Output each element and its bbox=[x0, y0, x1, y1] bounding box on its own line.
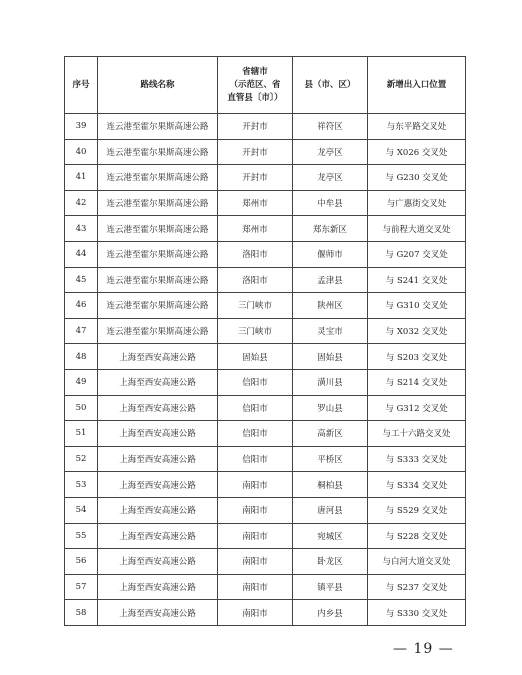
cell-city: 郑州市 bbox=[218, 216, 293, 242]
cell-position: 与 X032 交叉处 bbox=[368, 318, 466, 344]
cell-city: 南阳市 bbox=[218, 549, 293, 575]
cell-route: 连云港至霍尔果斯高速公路 bbox=[98, 318, 218, 344]
cell-city: 固始县 bbox=[218, 344, 293, 370]
cell-route: 连云港至霍尔果斯高速公路 bbox=[98, 241, 218, 267]
cell-route: 连云港至霍尔果斯高速公路 bbox=[98, 267, 218, 293]
cell-seq: 57 bbox=[65, 574, 98, 600]
cell-seq: 54 bbox=[65, 497, 98, 523]
page-number: — 19 — bbox=[393, 641, 454, 657]
table-row bbox=[65, 293, 466, 319]
header-county: 县（市、区） bbox=[293, 57, 368, 114]
cell-seq: 49 bbox=[65, 369, 98, 395]
cell-seq: 53 bbox=[65, 472, 98, 498]
cell-city: 南阳市 bbox=[218, 574, 293, 600]
cell-county: 高新区 bbox=[293, 421, 368, 447]
cell-city: 开封市 bbox=[218, 139, 293, 165]
cell-position: 与 G310 交叉处 bbox=[368, 293, 466, 319]
header-route: 路线名称 bbox=[98, 57, 218, 114]
cell-route: 上海至西安高速公路 bbox=[98, 472, 218, 498]
cell-route: 上海至西安高速公路 bbox=[98, 497, 218, 523]
cell-city: 三门峡市 bbox=[218, 293, 293, 319]
cell-city: 南阳市 bbox=[218, 600, 293, 626]
table-row bbox=[65, 446, 466, 472]
cell-county: 卧龙区 bbox=[293, 549, 368, 575]
cell-position: 与 G207 交叉处 bbox=[368, 241, 466, 267]
cell-seq: 51 bbox=[65, 421, 98, 447]
cell-county: 平桥区 bbox=[293, 446, 368, 472]
cell-position: 与 S529 交叉处 bbox=[368, 497, 466, 523]
table-row bbox=[65, 267, 466, 293]
cell-city: 信阳市 bbox=[218, 421, 293, 447]
cell-route: 上海至西安高速公路 bbox=[98, 421, 218, 447]
header-seq: 序号 bbox=[65, 57, 98, 114]
cell-county: 孟津县 bbox=[293, 267, 368, 293]
cell-route: 连云港至霍尔果斯高速公路 bbox=[98, 293, 218, 319]
cell-route: 连云港至霍尔果斯高速公路 bbox=[98, 114, 218, 140]
cell-route: 上海至西安高速公路 bbox=[98, 369, 218, 395]
cell-county: 灵宝市 bbox=[293, 318, 368, 344]
cell-seq: 50 bbox=[65, 395, 98, 421]
cell-seq: 39 bbox=[65, 114, 98, 140]
cell-position: 与 S241 交叉处 bbox=[368, 267, 466, 293]
cell-city: 信阳市 bbox=[218, 369, 293, 395]
cell-seq: 48 bbox=[65, 344, 98, 370]
cell-route: 连云港至霍尔果斯高速公路 bbox=[98, 165, 218, 191]
header-city: 省辖市 （示范区、省 直管县〔市〕） bbox=[218, 57, 293, 114]
cell-seq: 45 bbox=[65, 267, 98, 293]
table-row bbox=[65, 241, 466, 267]
cell-route: 连云港至霍尔果斯高速公路 bbox=[98, 216, 218, 242]
cell-city: 开封市 bbox=[218, 165, 293, 191]
cell-route: 上海至西安高速公路 bbox=[98, 574, 218, 600]
cell-county: 中牟县 bbox=[293, 190, 368, 216]
table-row bbox=[65, 472, 466, 498]
cell-position: 与 S334 交叉处 bbox=[368, 472, 466, 498]
cell-city: 洛阳市 bbox=[218, 267, 293, 293]
cell-county: 偃师市 bbox=[293, 241, 368, 267]
cell-position: 与 S203 交叉处 bbox=[368, 344, 466, 370]
cell-city: 信阳市 bbox=[218, 395, 293, 421]
cell-seq: 40 bbox=[65, 139, 98, 165]
cell-position: 与 S228 交叉处 bbox=[368, 523, 466, 549]
cell-seq: 42 bbox=[65, 190, 98, 216]
cell-county: 龙亭区 bbox=[293, 165, 368, 191]
cell-county: 郑东新区 bbox=[293, 216, 368, 242]
cell-position: 与工十六路交叉处 bbox=[368, 421, 466, 447]
table-body bbox=[65, 114, 466, 626]
header-position: 新增出入口位置 bbox=[368, 57, 466, 114]
table-row bbox=[65, 139, 466, 165]
cell-county: 宛城区 bbox=[293, 523, 368, 549]
table-row bbox=[65, 549, 466, 575]
cell-position: 与东平路交叉处 bbox=[368, 114, 466, 140]
cell-route: 上海至西安高速公路 bbox=[98, 523, 218, 549]
cell-city: 洛阳市 bbox=[218, 241, 293, 267]
cell-route: 上海至西安高速公路 bbox=[98, 600, 218, 626]
cell-city: 南阳市 bbox=[218, 497, 293, 523]
table-row bbox=[65, 216, 466, 242]
cell-position: 与 S330 交叉处 bbox=[368, 600, 466, 626]
cell-route: 连云港至霍尔果斯高速公路 bbox=[98, 190, 218, 216]
cell-county: 祥符区 bbox=[293, 114, 368, 140]
cell-position: 与前程大道交叉处 bbox=[368, 216, 466, 242]
cell-seq: 46 bbox=[65, 293, 98, 319]
cell-county: 桐柏县 bbox=[293, 472, 368, 498]
table-row bbox=[65, 344, 466, 370]
table-row bbox=[65, 165, 466, 191]
cell-seq: 55 bbox=[65, 523, 98, 549]
cell-seq: 41 bbox=[65, 165, 98, 191]
cell-position: 与 X026 交叉处 bbox=[368, 139, 466, 165]
cell-seq: 43 bbox=[65, 216, 98, 242]
cell-county: 陕州区 bbox=[293, 293, 368, 319]
cell-seq: 52 bbox=[65, 446, 98, 472]
cell-position: 与白河大道交叉处 bbox=[368, 549, 466, 575]
cell-route: 上海至西安高速公路 bbox=[98, 446, 218, 472]
table-row bbox=[65, 574, 466, 600]
table-row bbox=[65, 190, 466, 216]
cell-city: 信阳市 bbox=[218, 446, 293, 472]
table-header-row bbox=[65, 57, 466, 114]
cell-city: 南阳市 bbox=[218, 523, 293, 549]
cell-route: 上海至西安高速公路 bbox=[98, 549, 218, 575]
cell-seq: 58 bbox=[65, 600, 98, 626]
cell-county: 潢川县 bbox=[293, 369, 368, 395]
cell-position: 与 G312 交叉处 bbox=[368, 395, 466, 421]
table-row bbox=[65, 523, 466, 549]
table-row bbox=[65, 395, 466, 421]
cell-route: 上海至西安高速公路 bbox=[98, 395, 218, 421]
table-row bbox=[65, 318, 466, 344]
cell-city: 郑州市 bbox=[218, 190, 293, 216]
cell-position: 与 S237 交叉处 bbox=[368, 574, 466, 600]
cell-county: 龙亭区 bbox=[293, 139, 368, 165]
cell-city: 南阳市 bbox=[218, 472, 293, 498]
cell-route: 上海至西安高速公路 bbox=[98, 344, 218, 370]
cell-county: 唐河县 bbox=[293, 497, 368, 523]
table-row bbox=[65, 114, 466, 140]
cell-route: 连云港至霍尔果斯高速公路 bbox=[98, 139, 218, 165]
cell-seq: 56 bbox=[65, 549, 98, 575]
cell-position: 与 S333 交叉处 bbox=[368, 446, 466, 472]
cell-county: 内乡县 bbox=[293, 600, 368, 626]
cell-seq: 44 bbox=[65, 241, 98, 267]
cell-county: 固始县 bbox=[293, 344, 368, 370]
table-row bbox=[65, 497, 466, 523]
cell-city: 三门峡市 bbox=[218, 318, 293, 344]
cell-seq: 47 bbox=[65, 318, 98, 344]
table-row bbox=[65, 369, 466, 395]
entrance-exit-table bbox=[64, 56, 466, 626]
cell-city: 开封市 bbox=[218, 114, 293, 140]
cell-position: 与 S214 交叉处 bbox=[368, 369, 466, 395]
cell-position: 与广惠街交叉处 bbox=[368, 190, 466, 216]
cell-county: 罗山县 bbox=[293, 395, 368, 421]
table-row bbox=[65, 600, 466, 626]
table-row bbox=[65, 421, 466, 447]
cell-position: 与 G230 交叉处 bbox=[368, 165, 466, 191]
cell-county: 镇平县 bbox=[293, 574, 368, 600]
